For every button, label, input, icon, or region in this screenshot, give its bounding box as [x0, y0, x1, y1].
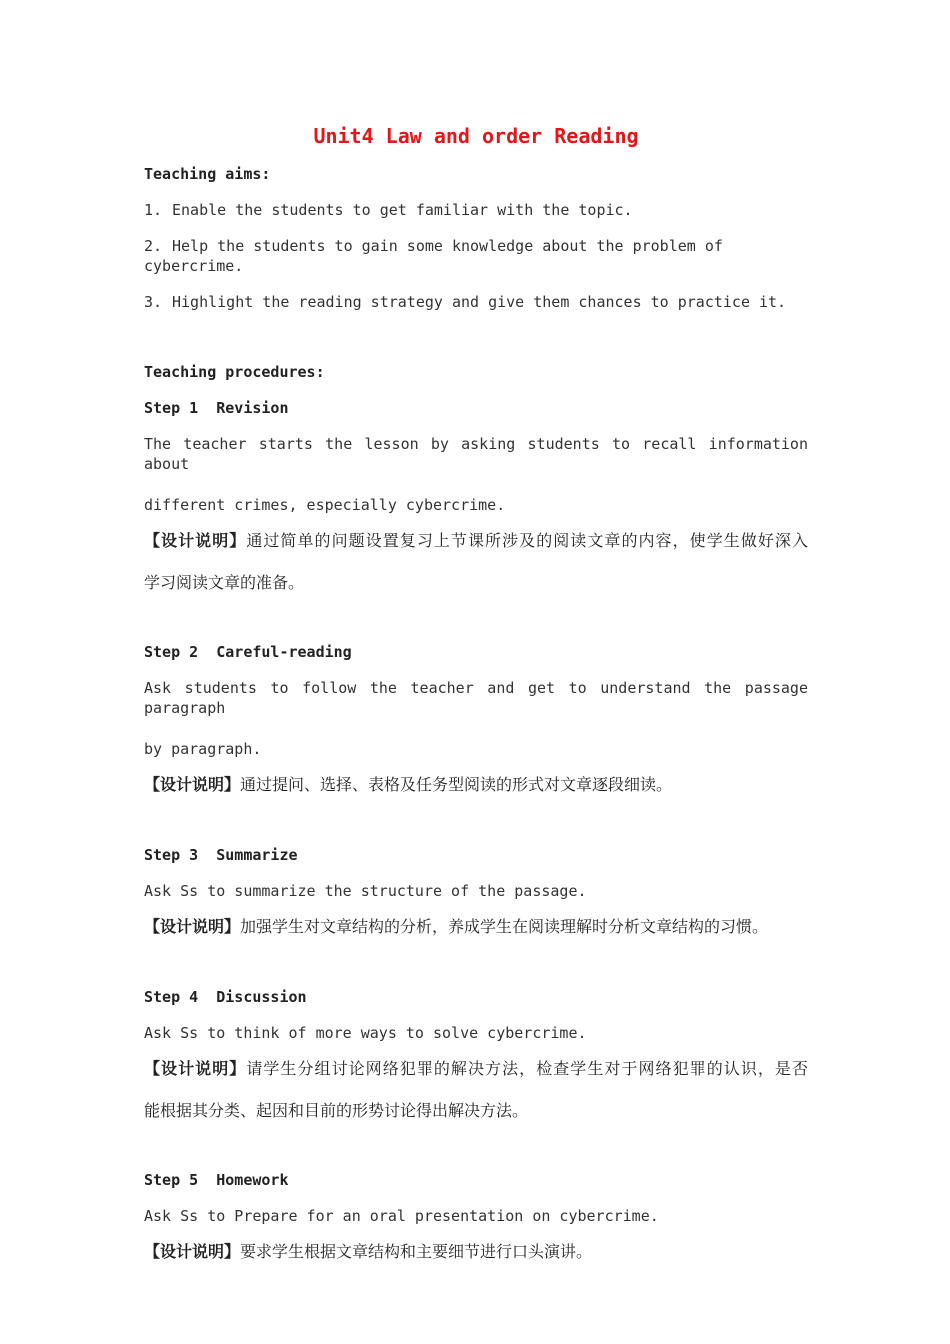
- step-label: Step 2 Careful-reading: [144, 643, 352, 661]
- design-note: [144, 775, 808, 795]
- step-description: by paragraph.: [144, 740, 262, 758]
- design-note-tag: 【设计说明】: [144, 1242, 241, 1261]
- design-note-text: 通过简单的问题设置复习上节课所涉及的阅读文章的内容，使学生做好深入: [246, 531, 808, 550]
- aims-item-number: 2.: [144, 237, 163, 255]
- design-note-text: 能根据其分类、起因和目前的形势讨论得出解决方法。: [144, 1101, 529, 1120]
- step-label: Step 5 Homework: [144, 1171, 289, 1189]
- design-note: [144, 1059, 808, 1079]
- design-note-text: 学习阅读文章的准备。: [144, 573, 305, 592]
- aims-item: [144, 292, 808, 312]
- aims-item-number: 3.: [144, 293, 163, 311]
- design-note-text: 要求学生根据文章结构和主要细节进行口头演讲。: [240, 1242, 593, 1261]
- design-note: [144, 531, 808, 551]
- document-page: [144, 118, 808, 1262]
- design-note: [144, 1242, 808, 1262]
- aims-item: [144, 236, 808, 276]
- aims-heading: Teaching aims:: [144, 165, 271, 183]
- step-label: Step 1 Revision: [144, 399, 289, 417]
- procedures-heading: Teaching procedures:: [144, 363, 325, 381]
- step-description: The teacher starts the lesson by asking students to recall information about: [144, 435, 808, 473]
- step-description: Ask Ss to summarize the structure of the passage.: [144, 882, 587, 900]
- step-label: Step 3 Summarize: [144, 846, 298, 864]
- step-label: Step 4 Discussion: [144, 988, 307, 1006]
- step-description: different crimes, especially cybercrime.: [144, 496, 506, 514]
- design-note-text: 通过提问、选择、表格及任务型阅读的形式对文章逐段细读。: [240, 775, 673, 794]
- design-note-tag: 【设计说明】: [144, 775, 241, 794]
- design-note-text: 请学生分组讨论网络犯罪的解决方法，检查学生对于网络犯罪的认识，是否: [246, 1059, 808, 1078]
- step-description: Ask Ss to Prepare for an oral presentation on cybercrime.: [144, 1207, 659, 1225]
- design-note: [144, 917, 808, 937]
- step-description: Ask Ss to think of more ways to solve cybercrime.: [144, 1024, 587, 1042]
- aims-item-text: Enable the students to get familiar with the topic.: [172, 201, 633, 219]
- aims-item: [144, 200, 808, 220]
- design-note-text: 加强学生对文章结构的分析，养成学生在阅读理解时分析文章结构的习惯。: [240, 917, 769, 936]
- design-note-tag: 【设计说明】: [144, 917, 241, 936]
- aims-item-text: Highlight the reading strategy and give them chances to practice it.: [172, 293, 787, 311]
- design-note-tag: 【设计说明】: [144, 1059, 247, 1078]
- step-description: Ask students to follow the teacher and get to understand the passage paragraph: [144, 679, 808, 717]
- page-title: Unit4 Law and order Reading: [313, 124, 639, 148]
- aims-item-text: Help the students to gain some knowledge about the problem of cybercrime.: [144, 237, 723, 275]
- aims-item-number: 1.: [144, 201, 163, 219]
- design-note-tag: 【设计说明】: [144, 531, 247, 550]
